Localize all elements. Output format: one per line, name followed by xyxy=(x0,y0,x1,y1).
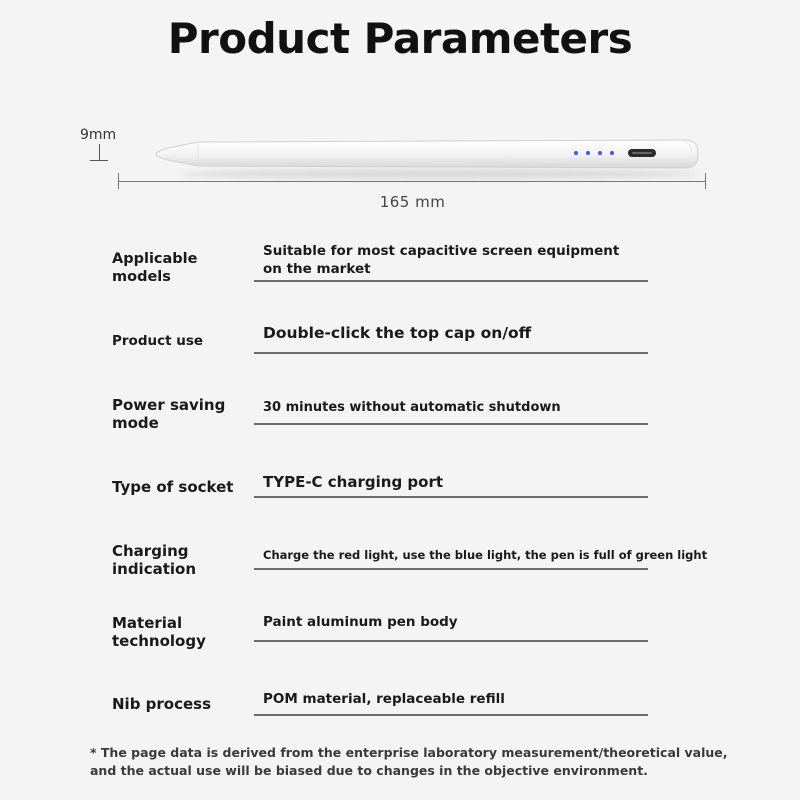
param-value: Suitable for most capacitive screen equipment on the market xyxy=(263,243,620,277)
param-divider xyxy=(254,423,648,425)
param-value: Paint aluminum pen body xyxy=(263,614,458,630)
param-value: 30 minutes without automatic shutdown xyxy=(263,400,561,415)
length-dimension-end-right xyxy=(705,173,706,189)
param-divider xyxy=(254,352,648,354)
param-value: POM material, replaceable refill xyxy=(263,691,505,707)
param-divider xyxy=(254,496,648,498)
diameter-marker-horizontal xyxy=(90,160,108,161)
param-label: Applicable models xyxy=(112,251,198,285)
param-label: Nib process xyxy=(112,695,212,713)
param-label: Charging indication xyxy=(112,542,197,578)
length-label: 165 mm xyxy=(379,193,446,211)
param-label: Material technology xyxy=(112,614,206,650)
stylus-pen-image xyxy=(150,128,710,188)
length-dimension-end-left xyxy=(118,173,119,189)
diameter-label: 9mm xyxy=(80,127,117,143)
param-label: Type of socket xyxy=(112,478,234,496)
param-value: Charge the red light, use the blue light, the pen is full of green light xyxy=(263,548,708,562)
param-divider xyxy=(254,640,648,642)
param-divider xyxy=(254,568,648,570)
length-dimension-line xyxy=(118,181,706,182)
footnote: * The page data is derived from the enterprise laboratory measurement/theoretical value, and the actual use will be biased due to changes in the objective environment. xyxy=(90,745,728,778)
param-label: Power saving mode xyxy=(112,396,226,432)
page-title: Product Parameters xyxy=(167,14,633,63)
param-value: Double-click the top cap on/off xyxy=(263,324,532,342)
param-value: TYPE-C charging port xyxy=(263,473,444,491)
param-divider xyxy=(254,714,648,716)
diameter-marker-vertical xyxy=(99,144,100,160)
param-label: Product use xyxy=(112,333,204,349)
param-divider xyxy=(254,280,648,282)
